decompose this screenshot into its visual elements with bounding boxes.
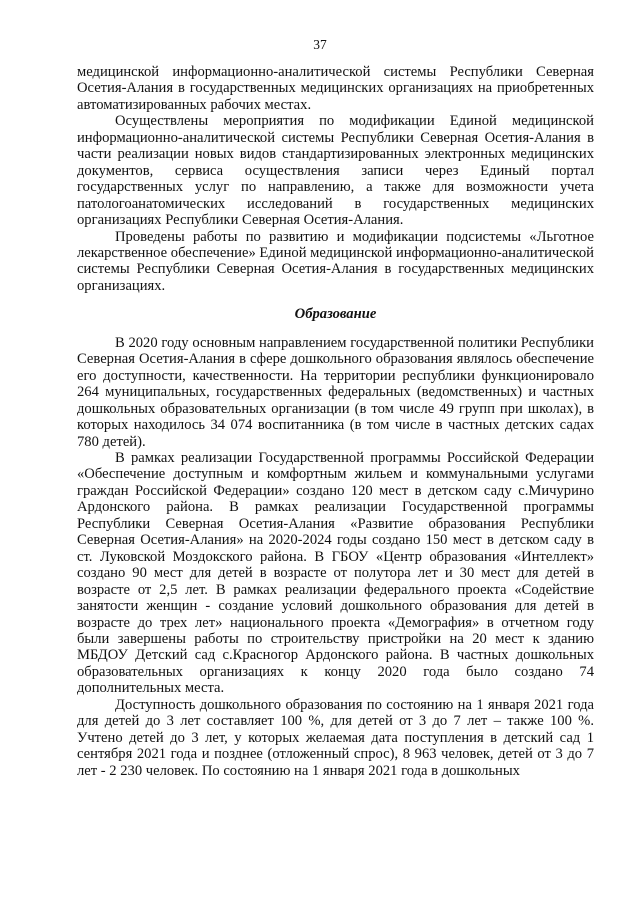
section-gap <box>77 294 594 306</box>
paragraph-preferential-drugs: Проведены работы по развитию и модификации подсистемы «Льготное лекарственное обеспечение» Единой медицинской информационно-аналитической системы Республики Северная Осетия-Алания в государственных медицинских организациях. <box>77 228 594 294</box>
paragraph-preschool-policy: В 2020 году основным направлением государственной политики Республики Северная Осетия-Алания в сфере дошкольного образования являлось обеспечение его доступности, качественности. На территории республики функционировало 264 муниципальных, государственных федеральных (ведомственных) и частных дошкольных образовательных организации (в том числе 49 групп при школах), в которых находилось 34 074 воспитанника (в том числе в частных детских садах 780 детей). <box>77 334 594 450</box>
page-number: 37 <box>313 37 327 52</box>
paragraph-preschool-places: В рамках реализации Государственной программы Российской Федерации «Обеспечение доступным и комфортным жильем и коммунальными услугами граждан Российской Федерации» создано 120 мест в детском саду с.Мичурино Ардонского района. В рамках реализации Государственной программы Республики Северная Осетия-Алания «Развитие образования Республики Северная Осетия-Алания» на 2020-2024 годы создано 150 мест в детском саду в ст. Луковской Моздокского района. В ГБОУ «Центр образования «Интеллект» создано 90 мест для детей в возрасте от полутора лет и 30 мест для детей в возрасте от 2,5 лет. В рамках реализации федерального проекта «Содействие занятости женщин - создание условий дошкольного образования для детей в возрасте до трех лет» национального проекта «Демография» в отчетном году были завершены работы по строительству пристройки на 20 мест к зданию МБДОУ Детский сад с.Красногор Ардонского района. В частных дошкольных образовательных организациях к концу 2020 года было создано 74 дополнительных места. <box>77 449 594 697</box>
paragraph-preschool-availability: Доступность дошкольного образования по состоянию на 1 января 2021 года для детей до 3 лет составляет 100 %, для детей от 3 до 7 лет – также 100 %. Учтено детей до 3 лет, у которых желаемая дата поступления в детский сад 1 сентября 2021 года и позднее (отложенный спрос), 8 963 человек, детей от 3 до 7 лет - 2 230 человек. По состоянию на 1 января 2021 года в дошкольных <box>77 696 594 779</box>
document-body <box>77 64 594 779</box>
section-gap <box>77 323 594 335</box>
section-heading-education: Образование <box>294 306 377 323</box>
paragraph-mias-modification: Осуществлены мероприятия по модификации Единой медицинской информационно-аналитической системы Республики Северная Осетия-Алания в части реализации новых видов стандартизированных электронных медицинских документов, сервиса осуществления записи через Единый портал государственных услуг по направлению, а также для возможности учета патологоанатомических исследований в государственных медицинских организациях Республики Северная Осетия-Алания. <box>77 113 594 229</box>
paragraph-mias-continuation: медицинской информационно-аналитической системы Республики Северная Осетия-Алания в государственных медицинских организациях на приобретенных автоматизированных рабочих местах. <box>77 64 594 113</box>
